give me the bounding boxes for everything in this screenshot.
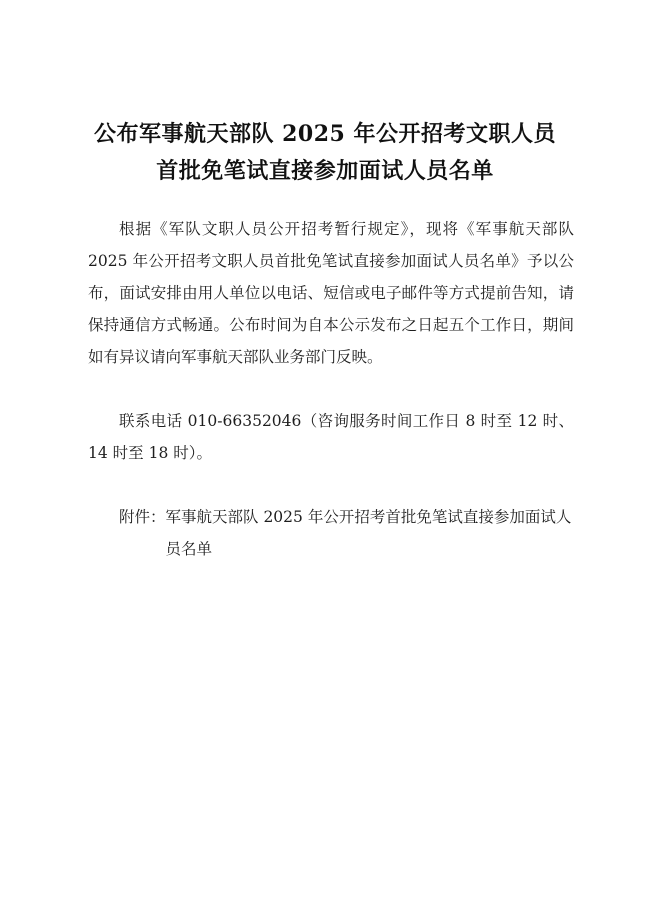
document-title xyxy=(60,116,590,190)
contact-paragraph: 联系电话 010-66352046（咨询服务时间工作日 8 时至 12 时、14 时至 18 时）。 xyxy=(88,412,574,462)
announcement-paragraph: 根据《军队文职人员公开招考暂行规定》，现将《军事航天部队 2025 年公开招考文职人员首批免笔试直接参加面试人员名单》予以公布，面试安排由用人单位以电话、短信或电子邮件等方式提前告知，请保持通信方式畅通。公布时间为自本公示发布之日起五个工作日，期间如有异议请向军事航天部队业务部门反映。 xyxy=(88,220,574,366)
title-line-2: 首批免笔试直接参加面试人员名单 xyxy=(156,158,494,184)
attachment-note xyxy=(119,501,575,565)
title-line-1: 公布军事航天部队 2025 年公开招考文职人员 xyxy=(93,121,557,147)
attachment-label: 附件： xyxy=(119,508,166,526)
attachment-title: 军事航天部队 2025 年公开招考首批免笔试直接参加面试人员名单 xyxy=(165,508,572,558)
